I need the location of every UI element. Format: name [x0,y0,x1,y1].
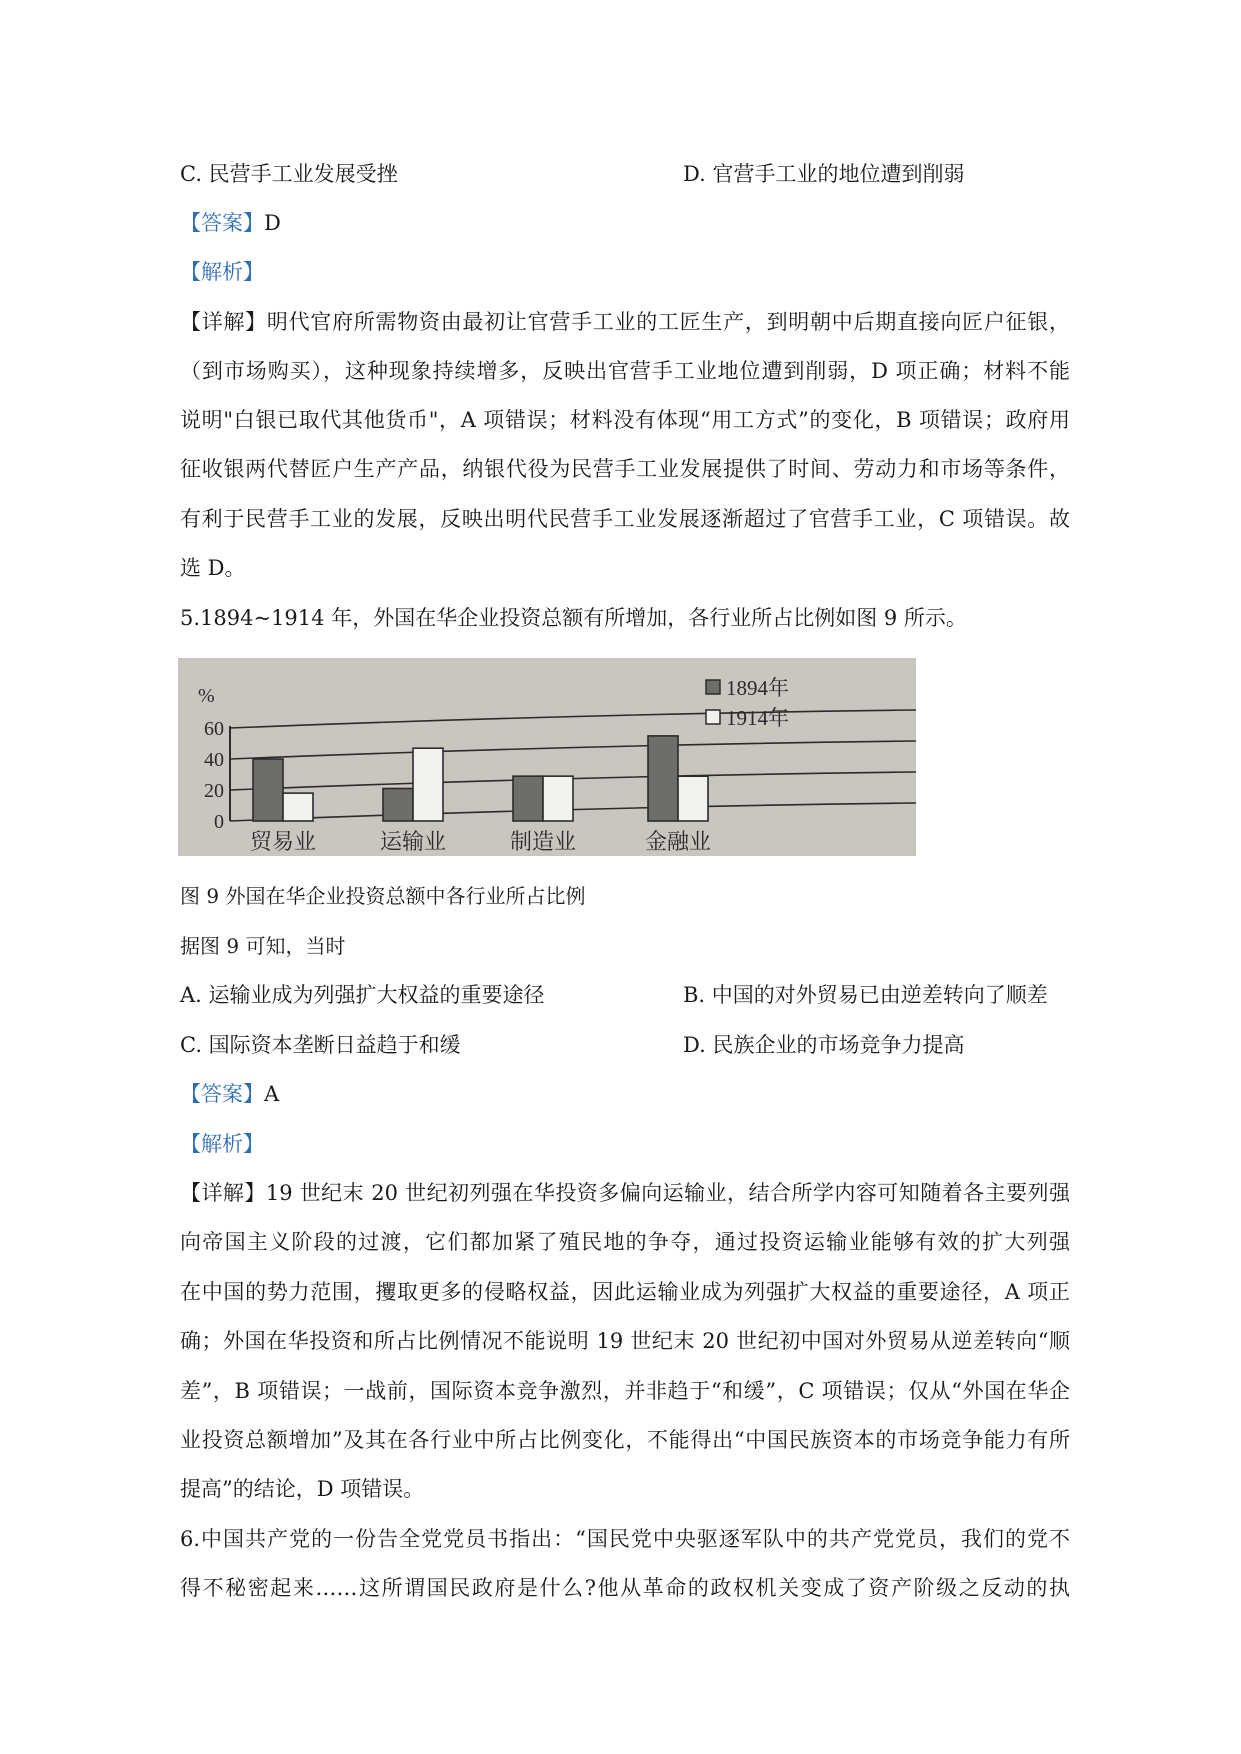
bar-1914 [283,793,313,821]
q5-option-c: C. 国际资本垄断日益趋于和缓 [180,1033,461,1057]
figure-caption: 图 9 外国在华企业投资总额中各行业所占比例 [180,884,586,908]
q4-option-d: D. 官营手工业的地位遭到削弱 [683,162,965,186]
q5-detail-line: 提高”的结论，D 项错误。 [180,1477,425,1501]
bar-chart-svg [178,658,916,856]
bar-1914 [413,748,443,821]
q5-option-b: B. 中国的对外贸易已由逆差转向了顺差 [683,983,1048,1007]
q5-analysis-tag: 【解析】 [180,1132,264,1156]
q5-answer-line [180,1080,1070,1108]
bar-1894 [513,776,543,821]
q5-detail-line: 业投资总额增加”及其在各行业中所占比例变化，不能得出“中国民族资本的市场竞争能力有所 [180,1428,1070,1452]
y-tick-label: 0 [214,811,224,833]
q5-detail-line: 向帝国主义阶段的过渡，它们都加紧了殖民地的争夺，通过投资运输业能够有效的扩大列强 [180,1230,1070,1254]
answer-tag: 【答案】 [180,211,264,235]
gridline [230,741,916,759]
y-tick-label: 60 [204,718,224,740]
category-label: 运输业 [379,829,447,854]
q6-line: 6.中国共产党的一份告全党党员书指出：“国民党中央驱逐军队中的共产党党员，我们的党不 [180,1527,1070,1551]
q4-detail-line: 有利于民营手工业的发展，反映出明代民营手工业发展逐渐超过了官营手工业，C 项错误。故 [180,507,1070,531]
q5-detail-line: 在中国的势力范围，攫取更多的侵略权益，因此运输业成为列强扩大权益的重要途径，A 项正 [180,1280,1070,1304]
category-label: 金融业 [644,829,712,854]
q5-detail-line: 【详解】19 世纪末 20 世纪初列强在华投资多偏向运输业，结合所学内容可知随着各主要列强 [180,1181,1070,1205]
category-label: 贸易业 [249,829,317,854]
y-tick-label: 20 [204,780,224,802]
bar-1894 [383,789,413,822]
q5-stem: 5.1894~1914 年，外国在华企业投资总额有所增加，各行业所占比例如图 9 所示。 [180,606,967,630]
legend-label: 1914年 [726,706,789,730]
y-axis-unit-label: % [198,685,215,707]
answer-tag: 【答案】 [180,1082,264,1106]
bar-1914 [543,776,573,821]
bar-1894 [648,736,678,821]
y-tick-label: 40 [204,749,224,771]
bar-1914 [678,776,708,821]
q5-option-d: D. 民族企业的市场竞争力提高 [683,1033,965,1057]
q4-detail-line: 选 D。 [180,556,246,580]
bar-1894 [253,759,283,821]
q4-detail-line: 【详解】明代官府所需物资由最初让官营手工业的工匠生产，到明朝中后期直接向匠户征银， [180,310,1070,334]
q5-prompt: 据图 9 可知，当时 [180,934,346,958]
q4-answer-line [180,209,1070,237]
figure-9-chart [178,658,916,856]
legend-label: 1894年 [726,676,789,700]
legend-swatch [706,710,720,724]
q5-option-a: A. 运输业成为列强扩大权益的重要途径 [180,983,545,1007]
answer-value: D [264,211,281,235]
q6-line: 得不秘密起来……这所谓国民政府是什么?他从革命的政权机关变成了资产阶级之反动的执 [180,1576,1070,1600]
q5-detail-line: 确；外国在华投资和所占比例情况不能说明 19 世纪末 20 世纪初中国对外贸易从逆差转向“顺 [180,1329,1070,1353]
gridline [230,710,916,728]
q4-detail-line: 说明"白银已取代其他货币"，A 项错误；材料没有体现“用工方式”的变化，B 项错误；政府用 [180,408,1070,432]
answer-value: A [264,1082,280,1106]
q5-detail-line: 差”，B 项错误；一战前，国际资本竞争激烈，并非趋于“和缓”，C 项错误；仅从“外国在华企 [180,1379,1070,1403]
legend-swatch [706,680,720,694]
category-label: 制造业 [509,829,577,854]
q4-option-c: C. 民营手工业发展受挫 [180,162,398,186]
q4-detail-line: 征收银两代替匠户生产产品，纳银代役为民营手工业发展提供了时间、劳动力和市场等条件， [180,457,1070,481]
q4-detail-line: （到市场购买），这种现象持续增多，反映出官营手工业地位遭到削弱，D 项正确；材料不能 [180,359,1070,383]
q4-analysis-tag: 【解析】 [180,260,264,284]
